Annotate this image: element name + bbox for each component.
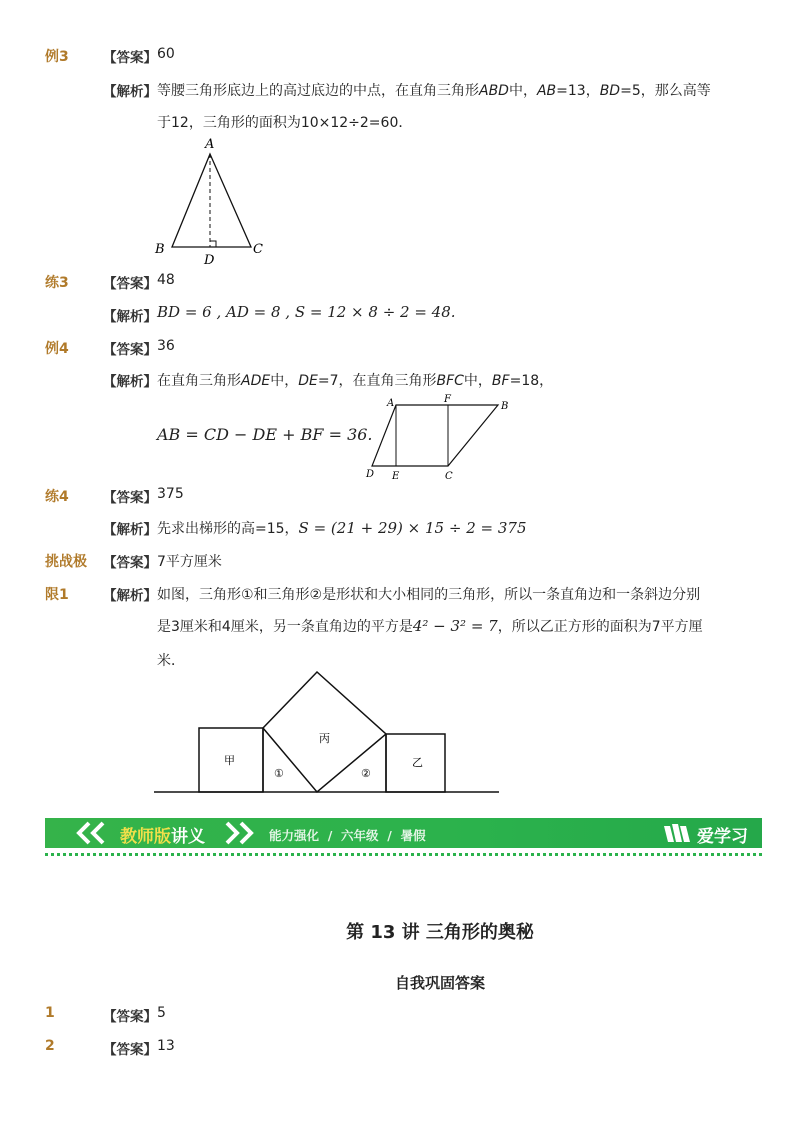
example-3-label: 例3 <box>45 49 69 65</box>
self-check-answer: 5 <box>157 1005 166 1021</box>
brand-logo-icon <box>662 822 694 844</box>
practice-4-label: 练4 <box>45 489 69 505</box>
answer-tag: 【答案】 <box>103 50 157 66</box>
challenge-label-line2: 限1 <box>45 587 69 603</box>
brand-name: 爱学习 <box>697 827 748 847</box>
label-bing: 丙 <box>319 732 330 745</box>
analysis-tag: 【解析】 <box>103 588 157 604</box>
label-A: A <box>387 398 395 409</box>
teacher-edition-banner <box>45 818 762 848</box>
double-chevron-left-icon <box>73 821 115 845</box>
example-4-answer: 36 <box>157 338 175 354</box>
label-B: B <box>501 401 509 412</box>
label-jia: 甲 <box>224 754 235 767</box>
label-F: F <box>444 394 451 405</box>
challenge-analysis-line1: 如图，三角形①和三角形②是形状和大小相同的三角形，所以一条直角边和一条斜边分别 <box>157 587 701 603</box>
isosceles-triangle-figure <box>145 132 285 267</box>
practice-4-analysis: 先求出梯形的高=15，S = (21 + 29) × 15 ÷ 2 = 375 <box>157 519 527 537</box>
answer-tag: 【答案】 <box>103 1042 157 1058</box>
label-B: B <box>155 242 165 257</box>
analysis-tag: 【解析】 <box>103 84 157 100</box>
challenge-label-line1: 挑战极 <box>45 554 87 570</box>
self-check-answer: 13 <box>157 1038 175 1054</box>
analysis-tag: 【解析】 <box>103 374 157 390</box>
practice-4-answer: 375 <box>157 486 184 502</box>
challenge-analysis-line3: 米． <box>157 653 185 669</box>
banner-dotted-divider <box>45 853 762 856</box>
label-A: A <box>205 137 215 152</box>
answer-tag: 【答案】 <box>103 490 157 506</box>
example-3-analysis-line1: 等腰三角形底边上的高过底边的中点，在直角三角形ABD中，AB=13，BD=5，那么高等 <box>157 83 711 99</box>
label-circle-1: ① <box>274 767 284 780</box>
label-C: C <box>445 471 453 482</box>
example-4-label: 例4 <box>45 341 69 357</box>
answer-tag: 【答案】 <box>103 342 157 358</box>
answer-tag: 【答案】 <box>103 1009 157 1025</box>
label-D: D <box>204 253 215 267</box>
answer-tag: 【答案】 <box>103 276 157 292</box>
banner-breadcrumb: 能力强化 / 六年级 / 暑假 <box>269 828 426 843</box>
example-4-analysis: 在直角三角形ADE中，DE=7，在直角三角形BFC中，BF=18， <box>157 373 554 389</box>
label-E: E <box>392 471 400 482</box>
analysis-tag: 【解析】 <box>103 522 157 538</box>
practice-3-formula: BD = 6 , AD = 8 , S = 12 × 8 ÷ 2 = 48. <box>157 303 456 321</box>
answer-tag: 【答案】 <box>103 555 157 571</box>
example-4-formula: AB = CD − DE + BF = 36. <box>157 425 373 444</box>
challenge-answer: 7平方厘米 <box>157 554 222 570</box>
label-circle-2: ② <box>361 767 371 780</box>
example-3-answer: 60 <box>157 46 175 62</box>
trapezoid-figure <box>362 393 522 485</box>
double-chevron-right-icon <box>221 821 263 845</box>
self-check-number: 1 <box>45 1005 55 1021</box>
lecture-title: 第 13 讲 三角形的奥秘 <box>346 922 534 943</box>
label-yi: 乙 <box>412 756 423 769</box>
squares-figure <box>150 668 505 798</box>
challenge-analysis-line2: 是3厘米和4厘米，另一条直角边的平方是4² − 3² = 7，所以乙正方形的面积为7平方厘 <box>157 617 703 635</box>
lecture-subtitle: 自我巩固答案 <box>394 974 485 992</box>
practice-3-label: 练3 <box>45 275 69 291</box>
label-C: C <box>253 242 263 257</box>
example-3-analysis-line2: 于12，三角形的面积为10×12÷2=60． <box>157 115 413 131</box>
self-check-number: 2 <box>45 1038 55 1054</box>
banner-title: 教师版讲义 <box>120 827 205 847</box>
practice-3-answer: 48 <box>157 272 175 288</box>
label-D: D <box>366 469 375 480</box>
analysis-tag: 【解析】 <box>103 309 157 325</box>
